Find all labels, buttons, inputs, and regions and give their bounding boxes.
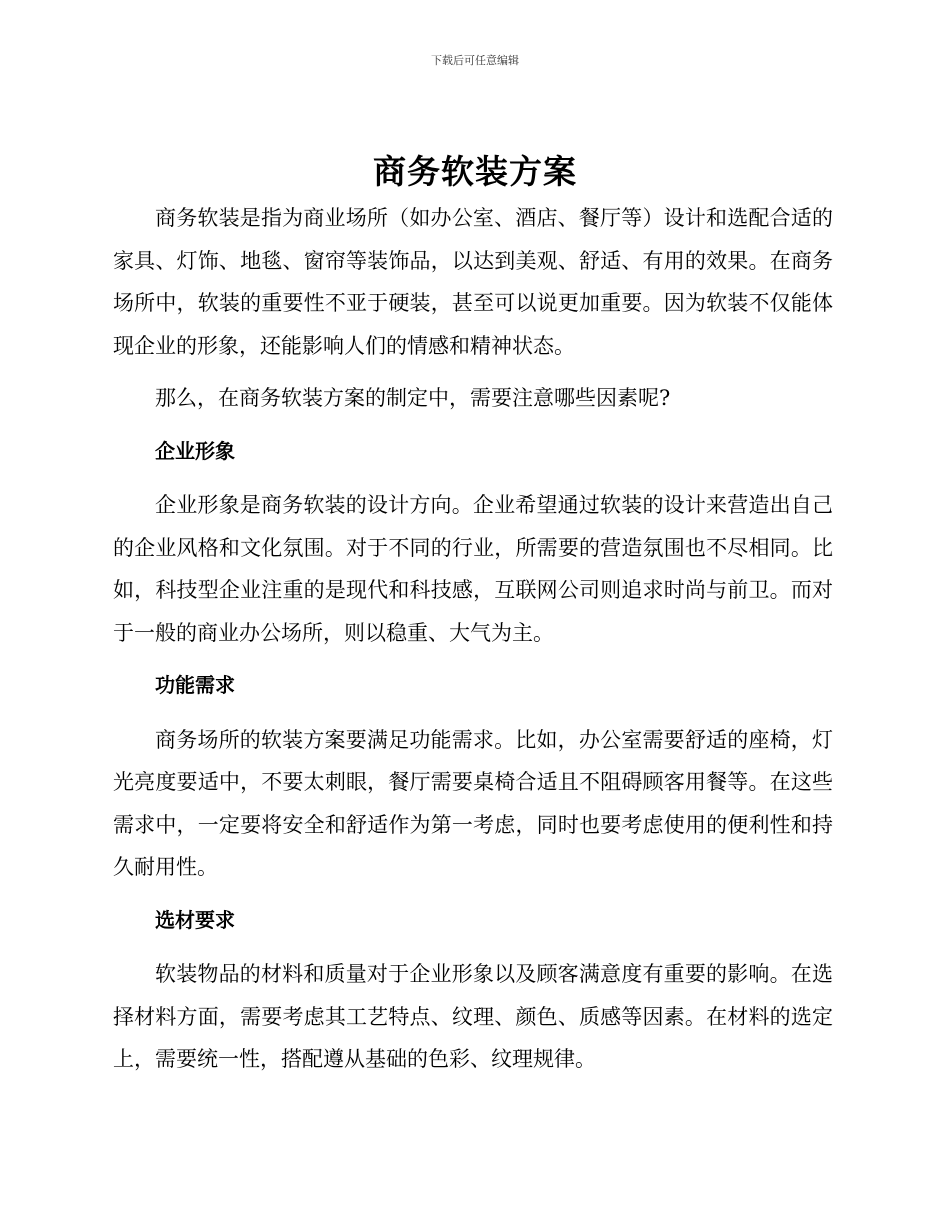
document-title: 商务软装方案 <box>373 152 577 191</box>
section-heading-corporate-image: 企业形象 <box>155 438 235 463</box>
section-body-corporate-image: 企业形象是商务软装的设计方向。企业希望通过软装的设计来营造出自己的企业风格和文化氛围。对于不同的行业，所需要的营造氛围也不尽相同。比如，科技型企业注重的是现代和科技感，互联网公司则追求时尚与前卫。而对于一般的商业办公场所，则以稳重、大气为主。 <box>113 493 833 645</box>
intro-question: 那么，在商务软装方案的制定中，需要注意哪些因素呢? <box>155 386 671 410</box>
document-body <box>113 197 833 1091</box>
section-body-material-requirements: 软装物品的材料和质量对于企业形象以及顾客满意度有重要的影响。在选择材料方面，需要考虑其工艺特点、纹理、颜色、质感等因素。在材料的选定上，需要统一性，搭配遵从基础的色彩、纹理规律。 <box>113 962 833 1071</box>
section-body-functional-needs: 商务场所的软装方案要满足功能需求。比如，办公室需要舒适的座椅，灯光亮度要适中，不要太刺眼，餐厅需要桌椅合适且不阻碍顾客用餐等。在这些需求中，一定要将安全和舒适作为第一考虑，同时也要考虑使用的便利性和持久耐用性。 <box>113 727 833 879</box>
intro-paragraph: 商务软装是指为商业场所（如办公室、酒店、餐厅等）设计和选配合适的家具、灯饰、地毯、窗帘等装饰品，以达到美观、舒适、有用的效果。在商务场所中，软装的重要性不亚于硬装，甚至可以说更加重要。因为软装不仅能体现企业的形象，还能影响人们的情感和精神状态。 <box>113 206 833 358</box>
section-heading-functional-needs: 功能需求 <box>155 673 235 697</box>
section-heading-material-requirements: 选材要求 <box>155 907 235 932</box>
page-header-note: 下载后可任意编辑 <box>431 54 519 67</box>
